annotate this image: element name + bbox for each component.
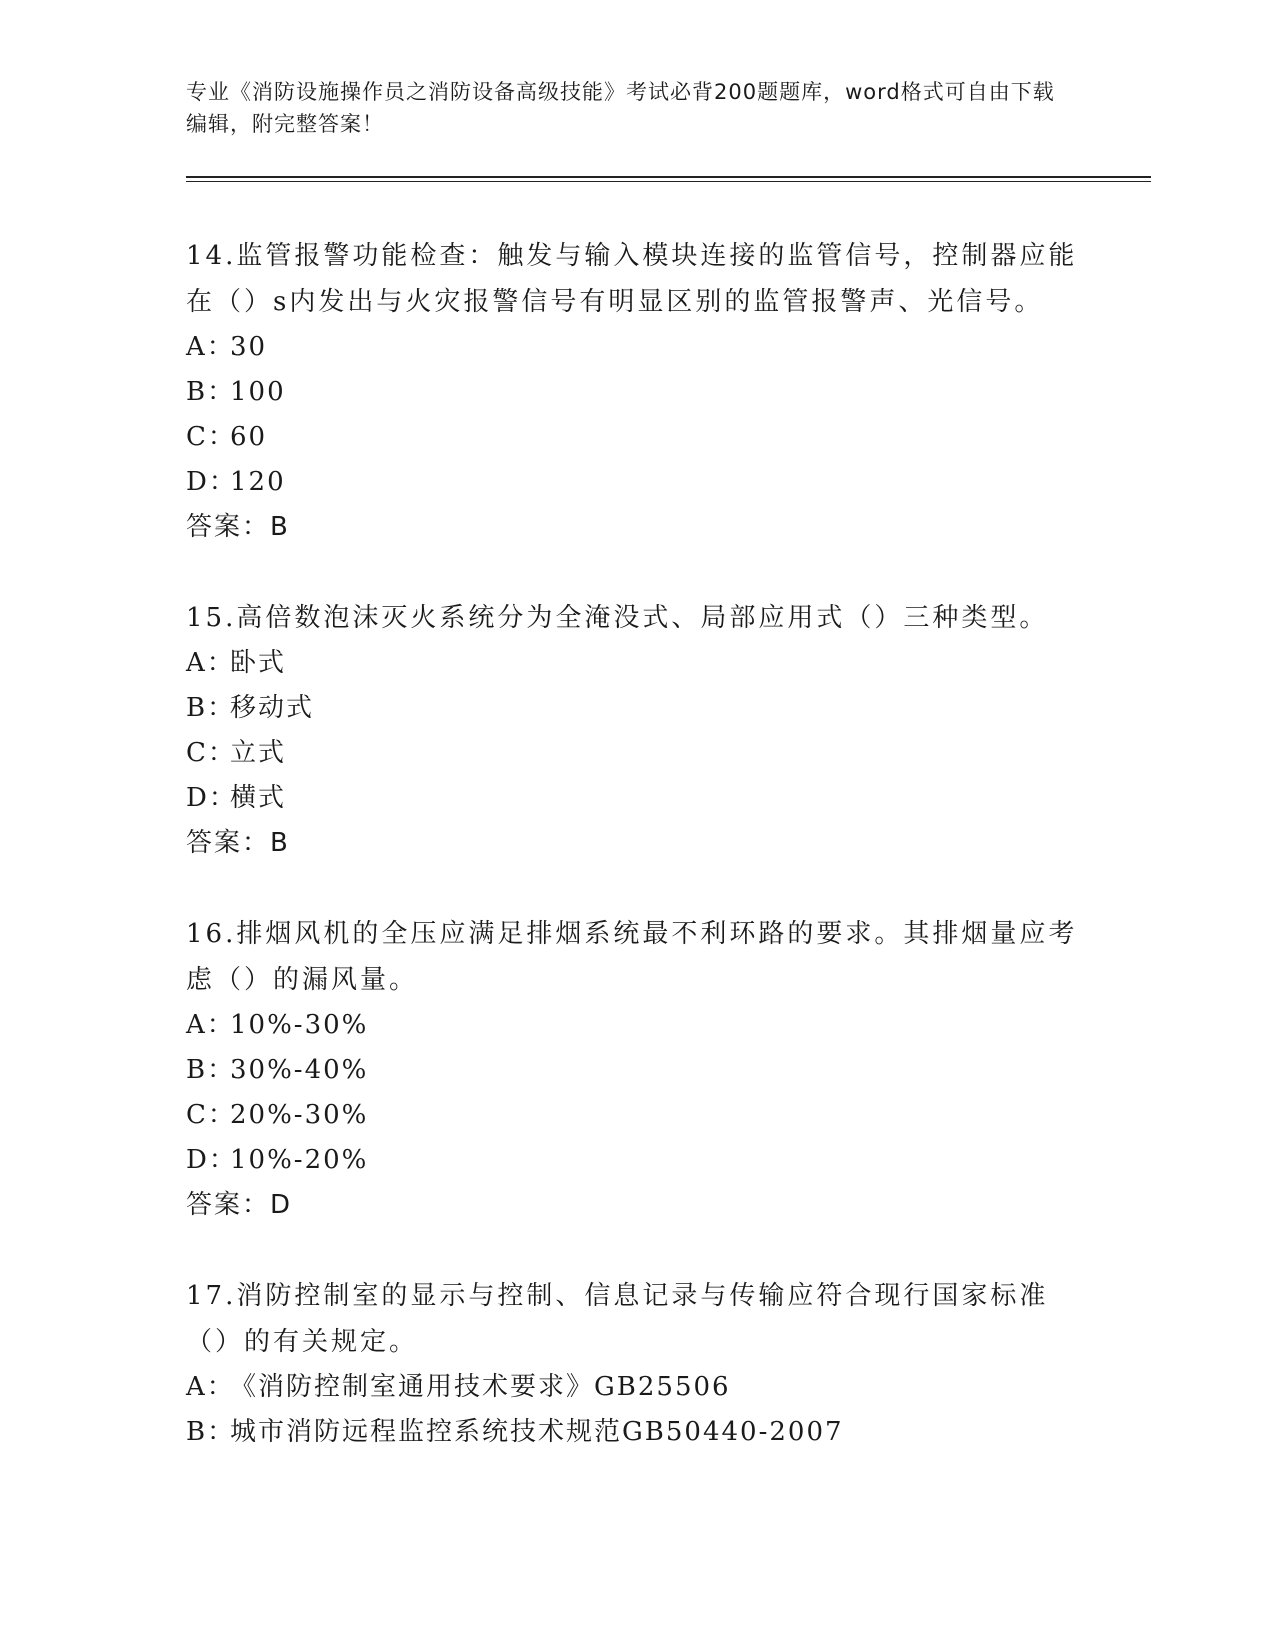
- question-16: [186, 911, 1086, 1228]
- option-letter: C：: [186, 422, 236, 452]
- option-text: 《消防控制室通用技术要求》GB25506: [230, 1372, 731, 1402]
- option-b: [186, 686, 1086, 731]
- option-text: 30: [230, 332, 268, 362]
- header-divider: [186, 176, 1151, 182]
- option-b: [186, 370, 1086, 415]
- option-letter: B：: [186, 1055, 236, 1085]
- option-text: 10%-30%: [230, 1010, 369, 1040]
- option-letter: C：: [186, 738, 236, 768]
- option-text: 移动式: [230, 693, 315, 723]
- option-a: [186, 1003, 1086, 1048]
- option-letter: C：: [186, 1100, 236, 1130]
- option-a: [186, 641, 1086, 686]
- question-stem: 14.监管报警功能检查：触发与输入模块连接的监管信号，控制器应能在（）s内发出与火灾报警信号有明显区别的监管报警声、光信号。: [186, 241, 1078, 317]
- option-text: 10%-20%: [230, 1145, 369, 1175]
- answer-line: 答案：D: [186, 1190, 293, 1220]
- option-letter: A：: [186, 1010, 235, 1040]
- question-17: [186, 1273, 1086, 1455]
- question-stem: 17.消防控制室的显示与控制、信息记录与传输应符合现行国家标准（）的有关规定。: [186, 1281, 1049, 1357]
- question-list: [186, 233, 1086, 1500]
- option-a: [186, 325, 1086, 370]
- option-letter: A：: [186, 332, 235, 362]
- option-text: 60: [230, 422, 268, 452]
- option-d: [186, 460, 1086, 505]
- option-d: [186, 1138, 1086, 1183]
- option-text: 100: [230, 377, 286, 407]
- option-c: [186, 415, 1086, 460]
- option-text: 20%-30%: [230, 1100, 369, 1130]
- option-c: [186, 1093, 1086, 1138]
- option-text: 120: [230, 467, 286, 497]
- option-d: [186, 776, 1086, 821]
- option-letter: D：: [186, 467, 237, 497]
- document-header: 专业《消防设施操作员之消防设备高级技能》考试必背200题题库，word格式可自由下载编辑，附完整答案！: [186, 80, 1055, 136]
- option-a: [186, 1365, 1086, 1410]
- question-stem: 16.排烟风机的全压应满足排烟系统最不利环路的要求。其排烟量应考虑（）的漏风量。: [186, 919, 1078, 995]
- question-stem: 15.高倍数泡沫灭火系统分为全淹没式、局部应用式（）三种类型。: [186, 603, 1049, 633]
- question-14: [186, 233, 1086, 550]
- option-letter: B：: [186, 1417, 236, 1447]
- option-b: [186, 1410, 1086, 1455]
- option-letter: A：: [186, 648, 235, 678]
- option-c: [186, 731, 1086, 776]
- option-letter: A：: [186, 1372, 235, 1402]
- option-text: 横式: [230, 783, 287, 813]
- option-text: 立式: [230, 738, 287, 768]
- answer-line: 答案：B: [186, 512, 290, 542]
- option-text: 30%-40%: [230, 1055, 369, 1085]
- option-b: [186, 1048, 1086, 1093]
- option-text: 卧式: [230, 648, 287, 678]
- option-letter: D：: [186, 1145, 237, 1175]
- question-15: [186, 595, 1086, 866]
- option-letter: B：: [186, 377, 236, 407]
- option-letter: B：: [186, 693, 236, 723]
- option-text: 城市消防远程监控系统技术规范GB50440-2007: [230, 1417, 844, 1447]
- option-letter: D：: [186, 783, 237, 813]
- answer-line: 答案：B: [186, 828, 290, 858]
